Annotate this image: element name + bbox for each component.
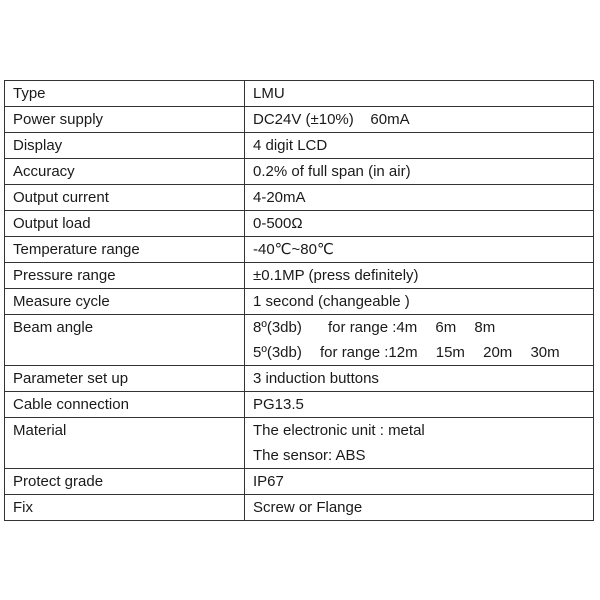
beam-angle: 8º(3db) [253, 319, 302, 336]
spec-value: PG13.5 [245, 392, 594, 418]
range-value: 8m [474, 319, 496, 336]
table-row [5, 263, 594, 289]
spec-value: 3 induction buttons [245, 366, 594, 392]
spec-label: Fix [5, 495, 245, 521]
table-row [5, 366, 594, 392]
beam-angle-line [253, 315, 585, 340]
range-label: for range :4m [328, 319, 418, 336]
spec-label: Temperature range [5, 237, 245, 263]
spec-value: IP67 [245, 469, 594, 495]
range-label: for range :12m [320, 344, 418, 361]
spec-label: Parameter set up [5, 366, 245, 392]
spec-label: Material [5, 418, 245, 469]
spec-value: 4 digit LCD [245, 133, 594, 159]
spec-value: The electronic unit : metal The sensor: ABS [245, 418, 594, 469]
spec-label: Protect grade [5, 469, 245, 495]
spec-value [245, 315, 594, 366]
spec-value: Screw or Flange [245, 495, 594, 521]
spec-label: Power supply [5, 107, 245, 133]
table-row [5, 392, 594, 418]
spec-label: Measure cycle [5, 289, 245, 315]
table-row [5, 418, 594, 469]
spec-value: 0-500Ω [245, 211, 594, 237]
spec-value: 0.2% of full span (in air) [245, 159, 594, 185]
range-value: 6m [435, 319, 457, 336]
table-row [5, 237, 594, 263]
spec-label: Accuracy [5, 159, 245, 185]
table-row [5, 289, 594, 315]
spec-value: 4-20mA [245, 185, 594, 211]
spec-label: Output current [5, 185, 245, 211]
beam-angle: 5º(3db) [253, 344, 302, 361]
table-row [5, 107, 594, 133]
spec-label: Beam angle [5, 315, 245, 366]
table-row [5, 211, 594, 237]
table-row [5, 81, 594, 107]
range-value: 20m [483, 344, 513, 361]
spec-value: -40℃~80℃ [245, 237, 594, 263]
spec-label: Display [5, 133, 245, 159]
beam-angle-line [253, 340, 585, 365]
spec-label: Output load [5, 211, 245, 237]
table-row [5, 133, 594, 159]
table-row [5, 315, 594, 366]
table-row [5, 159, 594, 185]
table-row [5, 495, 594, 521]
range-value: 15m [435, 344, 465, 361]
spec-label: Pressure range [5, 263, 245, 289]
range-value: 30m [530, 344, 560, 361]
table-row [5, 185, 594, 211]
spec-value: DC24V (±10%) 60mA [245, 107, 594, 133]
spec-value: LMU [245, 81, 594, 107]
spec-label: Cable connection [5, 392, 245, 418]
spec-value: ±0.1MP (press definitely) [245, 263, 594, 289]
spec-label: Type [5, 81, 245, 107]
specification-table [4, 80, 594, 521]
table-row [5, 469, 594, 495]
spec-value: 1 second (changeable ) [245, 289, 594, 315]
